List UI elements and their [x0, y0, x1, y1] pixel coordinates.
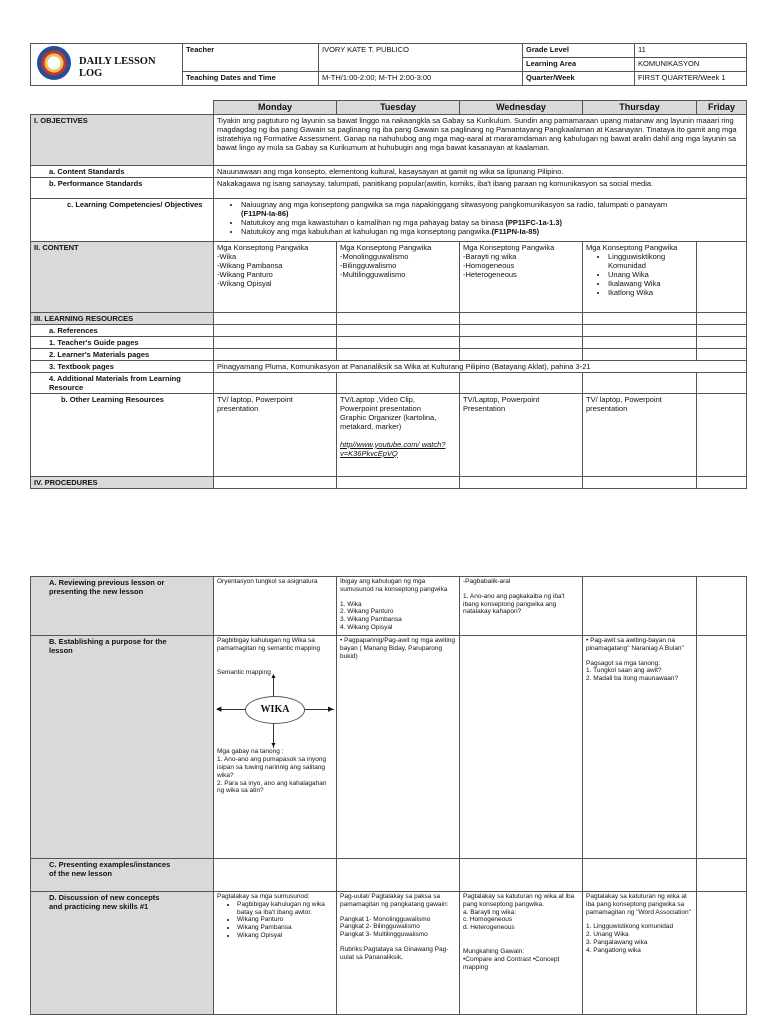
- youtube-link[interactable]: http//www.youtube.com/ watch?v=K36PkvcEpVQ: [340, 439, 446, 458]
- day-monday: Monday: [214, 101, 337, 115]
- textbook-text: Pinagyamang Pluma, Komunikasyon at Pananaliksik sa Wika at Kulturang Pilipino (Batayang Aklat), pahina 3-21: [214, 360, 747, 372]
- discussion-monday: Pagtalakay sa mga sumusunod: • Pagbibigay kahulugan ng wika batay sa iba't ibang awtor. • Wikang Panturo • Wikang Pambansa • Wikang Opisyal: [214, 892, 337, 1015]
- learners-materials-label: 2. Learner's Materials pages: [31, 348, 214, 360]
- teachers-guide-label: 1. Teacher's Guide pages: [31, 336, 214, 348]
- other-resources-wednesday: TV/Laptop, Powerpoint Presentation: [460, 393, 583, 476]
- teacher-value: IVORY KATE T. PUBLICO: [319, 44, 523, 72]
- review-tuesday: Ibigay ang kahulugan ng mga sumusunod na konseptong pangwika 1. Wika 2. Wikang Panturo 3. Wikang Pambansa 4. Wikang Opisyal: [337, 577, 460, 636]
- procedures-label: IV. PROCEDURES: [31, 476, 214, 488]
- day-thursday: Thursday: [583, 101, 697, 115]
- performance-standards-label: b. Performance Standards: [31, 177, 214, 198]
- resources-label: III. LEARNING RESOURCES: [31, 312, 214, 324]
- other-resources-thursday: TV/ laptop, Powerpoint presentation: [583, 393, 697, 476]
- day-tuesday: Tuesday: [337, 101, 460, 115]
- corner-cell: [31, 101, 214, 115]
- grade-value: 11: [635, 44, 747, 58]
- deped-seal-icon: [37, 46, 71, 80]
- semantic-map: ◀ ▶ ▲ ▼ WIKA: [216, 673, 334, 750]
- competency-item: • Naiuugnay ang mga konseptong pangwika sa mga napakinggang sitwasyong pangkomunikasyon sa radio, talumpati o panayam (F11PN-Ia-86): [241, 200, 743, 218]
- purpose-tuesday: • Pagpaparinig/Pag-awit ng mga awiting bayan ( Manang Biday, Paruparong bukid): [337, 636, 460, 859]
- dates-value: M-TH/1:00-2:00; M-TH 2:00-3:00: [319, 72, 523, 86]
- day-friday: Friday: [697, 101, 747, 115]
- examples-label: C. Presenting examples/instances of the new lesson: [31, 859, 214, 892]
- textbook-label: 3. Textbook pages: [31, 360, 214, 372]
- other-resources-monday: TV/ laptop, Powerpoint presentation: [214, 393, 337, 476]
- semantic-map-center: WIKA: [245, 696, 305, 724]
- purpose-thursday: • Pag-awit sa awiting-bayan na pinamagatang" Naraniag A Bulan" Pagsagot sa mga tanong: 1. Tungkol saan ang awit? 2. Madali ba itong maunawaan?: [583, 636, 697, 859]
- discussion-tuesday: Pag-uulat/ Pagtalakay sa paksa sa pamamagitan ng pangkatang gawain: Pangkat 1- Monolingguwalismo Pangkat 2- Bilingguwalismo Pangkat 3- Multilingguwalismo Rubriks:Pagtataya sa Ginawang Pag-uulat sa Pananaliksik,: [337, 892, 460, 1015]
- content-standards-text: Nauunawaan ang mga konsepto, elementong kultural, kasaysayan at gamit ng wika sa lipunang Pilipino.: [214, 165, 747, 177]
- quarter-label: Quarter/Week: [523, 72, 635, 86]
- logo-cell: [31, 44, 183, 86]
- area-value: KOMUNIKASYON: [635, 58, 747, 72]
- objectives-label: I. OBJECTIVES: [31, 114, 214, 165]
- competency-item: • Natutukoy ang mga kabuluhan at kahulugan ng mga konseptong pangwika.(F11PN-Ia-85): [241, 227, 743, 236]
- document-title: DAILY LESSON LOG: [79, 56, 156, 80]
- grade-label: Grade Level: [523, 44, 635, 58]
- content-friday: [697, 241, 747, 312]
- competencies-list: [214, 198, 747, 241]
- dates-label: Teaching Dates and Time: [183, 72, 319, 86]
- discussion-label: D. Discussion of new concepts and practicing new skills #1: [31, 892, 214, 1015]
- day-wednesday: Wednesday: [460, 101, 583, 115]
- discussion-wednesday: Pagtalakay sa katuturan ng wika at iba pang konseptong pangwika. a. Barayti ng wika: c. Homogeneous d. Heterogeneous Mungkahing Gawain: •Compare and Contrast •Concept mapping: [460, 892, 583, 1015]
- content-standards-label: a. Content Standards: [31, 165, 214, 177]
- review-monday: Oryentasyon tungkol sa asignatura: [214, 577, 337, 636]
- references-label: a. References: [31, 324, 214, 336]
- content-monday: Mga Konseptong Pangwika -Wika -Wikang Pambansa -Wikang Panturo -Wikang Opisyal: [214, 241, 337, 312]
- header-table: [30, 43, 747, 86]
- other-resources-tuesday: TV/Laptop ,Video Clip, Powerpoint presentation Graphic Organizer (kartolina, metakard, marker) http//www.youtube.com/ watch?v=K36PkvcEpVQ: [337, 393, 460, 476]
- content-thursday: Mga Konseptong Pangwika • Lingguwisktikong Komunidad • Unang Wika • Ikalawang Wika • Ikatlong Wika: [583, 241, 697, 312]
- procedures-table: [30, 576, 747, 1015]
- quarter-value: FIRST QUARTER/Week 1: [635, 72, 747, 86]
- review-label: A. Reviewing previous lesson or presenting the new lesson: [31, 577, 214, 636]
- purpose-monday: Pagbibigay kahulugan ng Wika sa pamamagitan ng semantic mapping Semantic mapping ◀ ▶ ▲ ▼ WIKA Mga gabay na tanong : 1. Ano-ano ang pumapasok sa inyong isipan sa tuwing naririnig ang salitang wika? 2. Para sa inyo, ano ang kahalagahan ng wika sa atin?: [214, 636, 337, 859]
- discussion-thursday: Pagtalakay sa katuturan ng wika at iba pang konseptong pangwika sa pamamagitan ng "Word Association" 1. Lingguwistikong komunidad 2. Unang Wika 3. Pangalawang wika 4. Pangatlong wika: [583, 892, 697, 1015]
- competencies-label: c. Learning Competencies/ Objectives: [31, 198, 214, 241]
- objectives-text: Tiyakin ang pagtuturo ng layunin sa bawat linggo na nakaangkla sa Gabay sa Kurikulum. Sundin ang pamamaraan upang matanaw ang layunin maaari ring magdagdag ng iba pang Gawain sa paglinang ng iba pang Gawain sa paglinang ng Pamantayang Pangkaalaman at Kasanayan. Tinataya ito gamit ang mga istratehiya ng Formative Assessment. Ganap na nahuhubog ang mga mag-aaral at mararamdaman ang kahulugan ng bawat aralin dahil ang mga layunin sa bawat lingo ay mula sa Gabay sa Kurikumum at huhubugin ang mga bawat kasanayan at kaalaman.: [214, 114, 747, 165]
- content-tuesday: Mga Konseptong Pangwika -Monolingguwalismo -Bilingguwalismo -Multilingguwalismo: [337, 241, 460, 312]
- lesson-table: [30, 100, 747, 489]
- review-wednesday: -Pagbabalik-aral 1. Ano-ano ang pagkakaiba ng iba't ibang konseptong pangwika ang natalakay kahapon?: [460, 577, 583, 636]
- teacher-label: Teacher: [183, 44, 319, 72]
- purpose-label: B. Establishing a purpose for the lesson: [31, 636, 214, 859]
- area-label: Learning Area: [523, 58, 635, 72]
- other-resources-label: b. Other Learning Resources: [31, 393, 214, 476]
- content-label: II. CONTENT: [31, 241, 214, 312]
- additional-materials-label: 4. Additional Materials from Learning Resource: [31, 372, 214, 393]
- competency-item: • Natutukoy ang mga kawastuhan o kamalihan ng mga pahayag batay sa binasa (PP11FC-1a-1.3): [241, 218, 743, 227]
- performance-standards-text: Nakakagawa ng isang sanaysay, talumpati, panitikang popular(awitin, komiks, iba't ibang paraan ng komunikasyon sa social media.: [214, 177, 747, 198]
- content-wednesday: Mga Konseptong Pangwika -Barayti ng wika -Homogeneous -Heterogeneous: [460, 241, 583, 312]
